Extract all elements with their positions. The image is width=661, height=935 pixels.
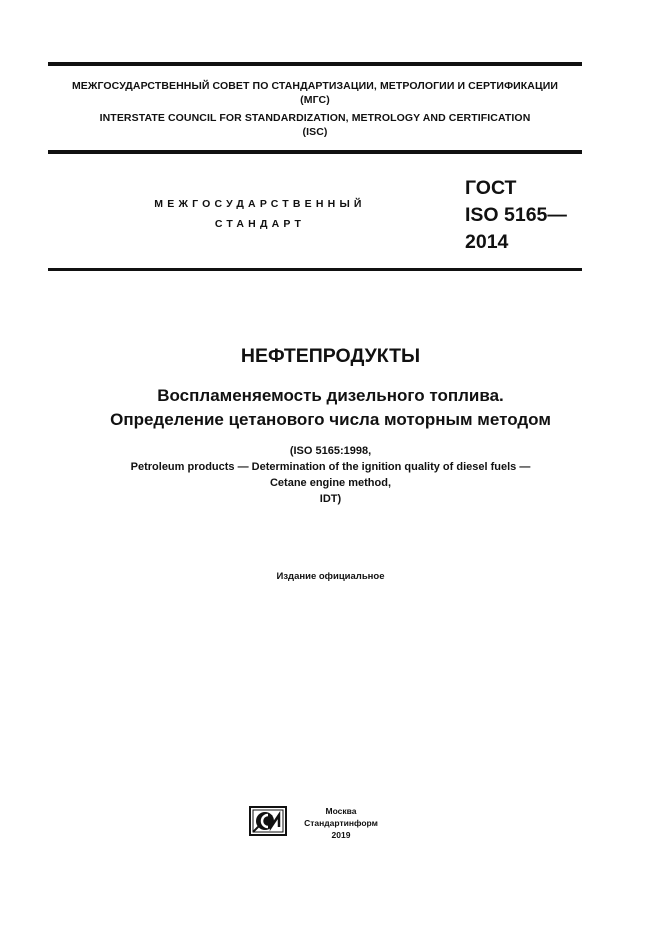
council-bottom-rule <box>48 150 582 154</box>
interstate-standard-label-line1: МЕЖГОСУДАРСТВЕННЫЙ <box>154 198 366 210</box>
official-edition-label: Издание официальное <box>276 571 385 582</box>
standartinform-logo-icon <box>249 806 287 836</box>
publisher-city: Москва <box>325 806 357 816</box>
iso-reference-line1: (ISO 5165:1998, <box>289 445 372 457</box>
standard-bottom-rule <box>48 268 582 271</box>
top-rule <box>48 62 582 66</box>
council-ru-line1: МЕЖГОСУДАРСТВЕННЫЙ СОВЕТ ПО СТАНДАРТИЗАЦИИ, МЕТРОЛОГИИ И СЕРТИФИКАЦИИ <box>71 80 559 92</box>
gost-code-line1: ГОСТ <box>465 177 517 199</box>
iso-reference-line2: Petroleum products — Determination of the ignition quality of diesel fuels — <box>130 461 531 473</box>
gost-code-line3: 2014 <box>465 231 509 253</box>
document-subtitle-line1: Воспламеняемость дизельного топлива. <box>157 386 504 405</box>
council-en-line1: INTERSTATE COUNCIL FOR STANDARDIZATION, METROLOGY AND CERTIFICATION <box>99 112 531 124</box>
interstate-standard-label-line2: СТАНДАРТ <box>214 218 306 230</box>
iso-reference-line4: IDT) <box>319 493 342 505</box>
council-ru-line2: (МГС) <box>300 94 330 106</box>
publisher-year: 2019 <box>331 830 351 840</box>
publisher-name: Стандартинформ <box>304 818 378 828</box>
document-title: НЕФТЕПРОДУКТЫ <box>240 345 421 367</box>
iso-reference-line3: Cetane engine method, <box>269 477 392 489</box>
document-subtitle-line2: Определение цетанового числа моторным методом <box>110 410 551 429</box>
gost-code-line2: ISO 5165— <box>465 204 567 226</box>
council-en-line2: (ISC) <box>302 126 328 138</box>
